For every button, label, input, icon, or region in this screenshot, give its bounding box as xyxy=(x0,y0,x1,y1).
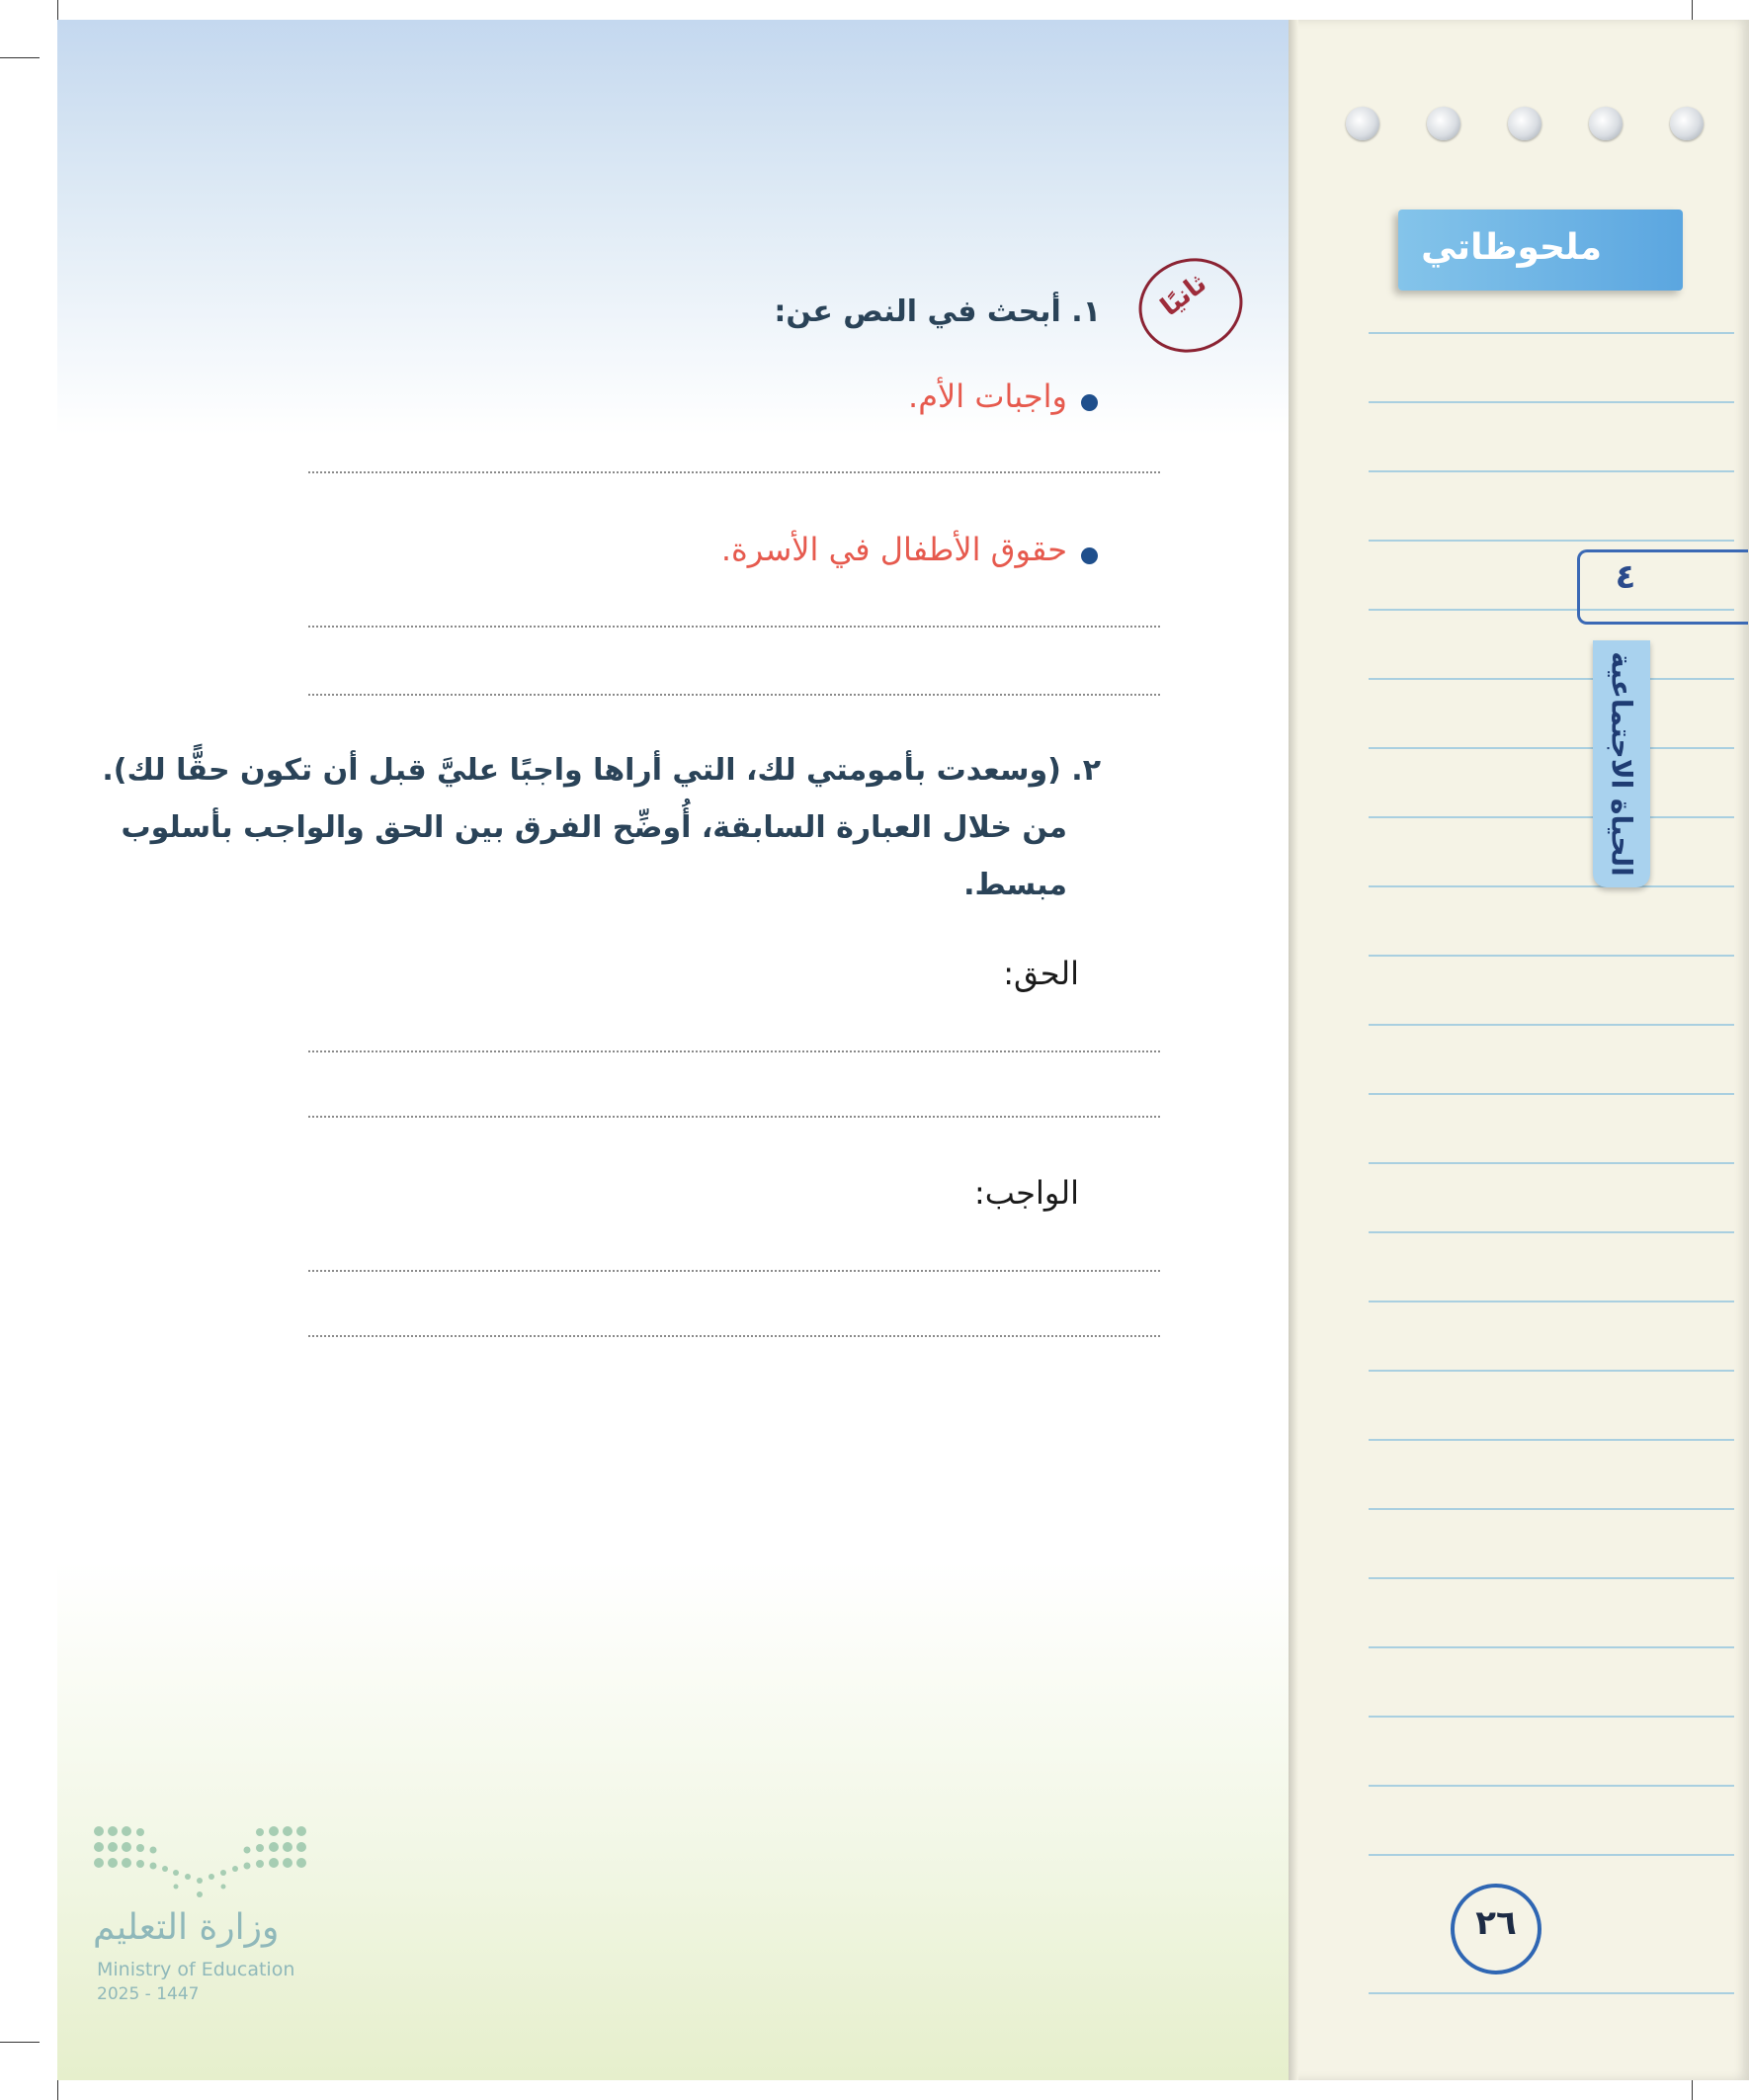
notes-rule-line xyxy=(1369,1716,1734,1718)
notes-rule-line xyxy=(1369,1785,1734,1787)
notes-rule-line xyxy=(1369,332,1734,334)
ministry-year: 2025 - 1447 xyxy=(97,1984,200,2004)
binder-ring-icon xyxy=(1427,107,1460,140)
ministry-name-arabic: وزارة التعليم xyxy=(93,1907,280,1948)
notes-rule-line xyxy=(1369,1646,1734,1648)
ministry-logo-icon xyxy=(91,1823,310,1902)
answer-line[interactable] xyxy=(308,1050,1160,1052)
duty-label: الواجب: xyxy=(973,1174,1079,1212)
notes-rule-line xyxy=(1369,678,1734,680)
notes-header xyxy=(1398,210,1683,291)
answer-line[interactable] xyxy=(308,471,1160,473)
notes-rule-line xyxy=(1369,1577,1734,1579)
binder-ring-icon xyxy=(1670,107,1704,140)
notes-rule-line xyxy=(1369,885,1734,887)
notes-rule-line xyxy=(1369,955,1734,957)
crop-mark xyxy=(0,57,40,58)
answer-line[interactable] xyxy=(308,1335,1160,1337)
right-label: الحق: xyxy=(1003,955,1079,992)
notes-rule-line xyxy=(1369,470,1734,472)
question-1-heading: ١. أبحث في النص عن: xyxy=(774,294,1101,329)
section-badge-label: ثانيًا xyxy=(1155,268,1212,323)
bullet-icon xyxy=(1081,547,1098,564)
notes-rule-line xyxy=(1369,1231,1734,1233)
notes-rule-line xyxy=(1369,1093,1734,1095)
notes-rule-line xyxy=(1369,1370,1734,1372)
notes-rule-line xyxy=(1369,1854,1734,1856)
notes-rule-line xyxy=(1369,1508,1734,1510)
question-1-item-1: واجبات الأم. xyxy=(908,378,1067,415)
question-2-line-3: مبسط. xyxy=(963,868,1067,902)
unit-number: ٤ xyxy=(1615,557,1636,597)
question-1-item-2: حقوق الأطفال في الأسرة. xyxy=(720,531,1067,568)
question-2-line-2: من خلال العبارة السابقة، أُوضِّح الفرق بين الحق والواجب بأسلوب xyxy=(121,810,1067,845)
notes-rule-line xyxy=(1369,1162,1734,1164)
binder-ring-icon xyxy=(1508,107,1541,140)
answer-line[interactable] xyxy=(308,694,1160,696)
notes-rule-line xyxy=(1369,1992,1734,1994)
page-number: ٢٦ xyxy=(1475,1903,1517,1943)
answer-line[interactable] xyxy=(308,626,1160,628)
notes-rule-line xyxy=(1369,1301,1734,1302)
question-2-line-1: ٢. (وسعدت بأمومتي لك، التي أراها واجبًا عليَّ قبل أن تكون حقًّا لك). xyxy=(102,753,1101,788)
crop-mark xyxy=(0,2042,40,2043)
unit-title: الحياة الاجتماعية xyxy=(1605,651,1638,877)
notes-title: ملحوظاتي xyxy=(1421,227,1602,268)
notes-panel xyxy=(1289,20,1749,2080)
notes-rule-line xyxy=(1369,1439,1734,1441)
binder-ring-icon xyxy=(1589,107,1623,140)
notes-rule-line xyxy=(1369,816,1734,818)
unit-tab xyxy=(1593,640,1650,887)
notes-rule-line xyxy=(1369,747,1734,749)
answer-line[interactable] xyxy=(308,1116,1160,1118)
notes-rule-line xyxy=(1369,1024,1734,1026)
binder-ring-icon xyxy=(1346,107,1379,140)
notes-rule-line xyxy=(1369,401,1734,403)
notes-rule-line xyxy=(1369,540,1734,542)
ministry-name-english: Ministry of Education xyxy=(97,1959,295,1980)
answer-line[interactable] xyxy=(308,1270,1160,1272)
bullet-icon xyxy=(1081,394,1098,411)
